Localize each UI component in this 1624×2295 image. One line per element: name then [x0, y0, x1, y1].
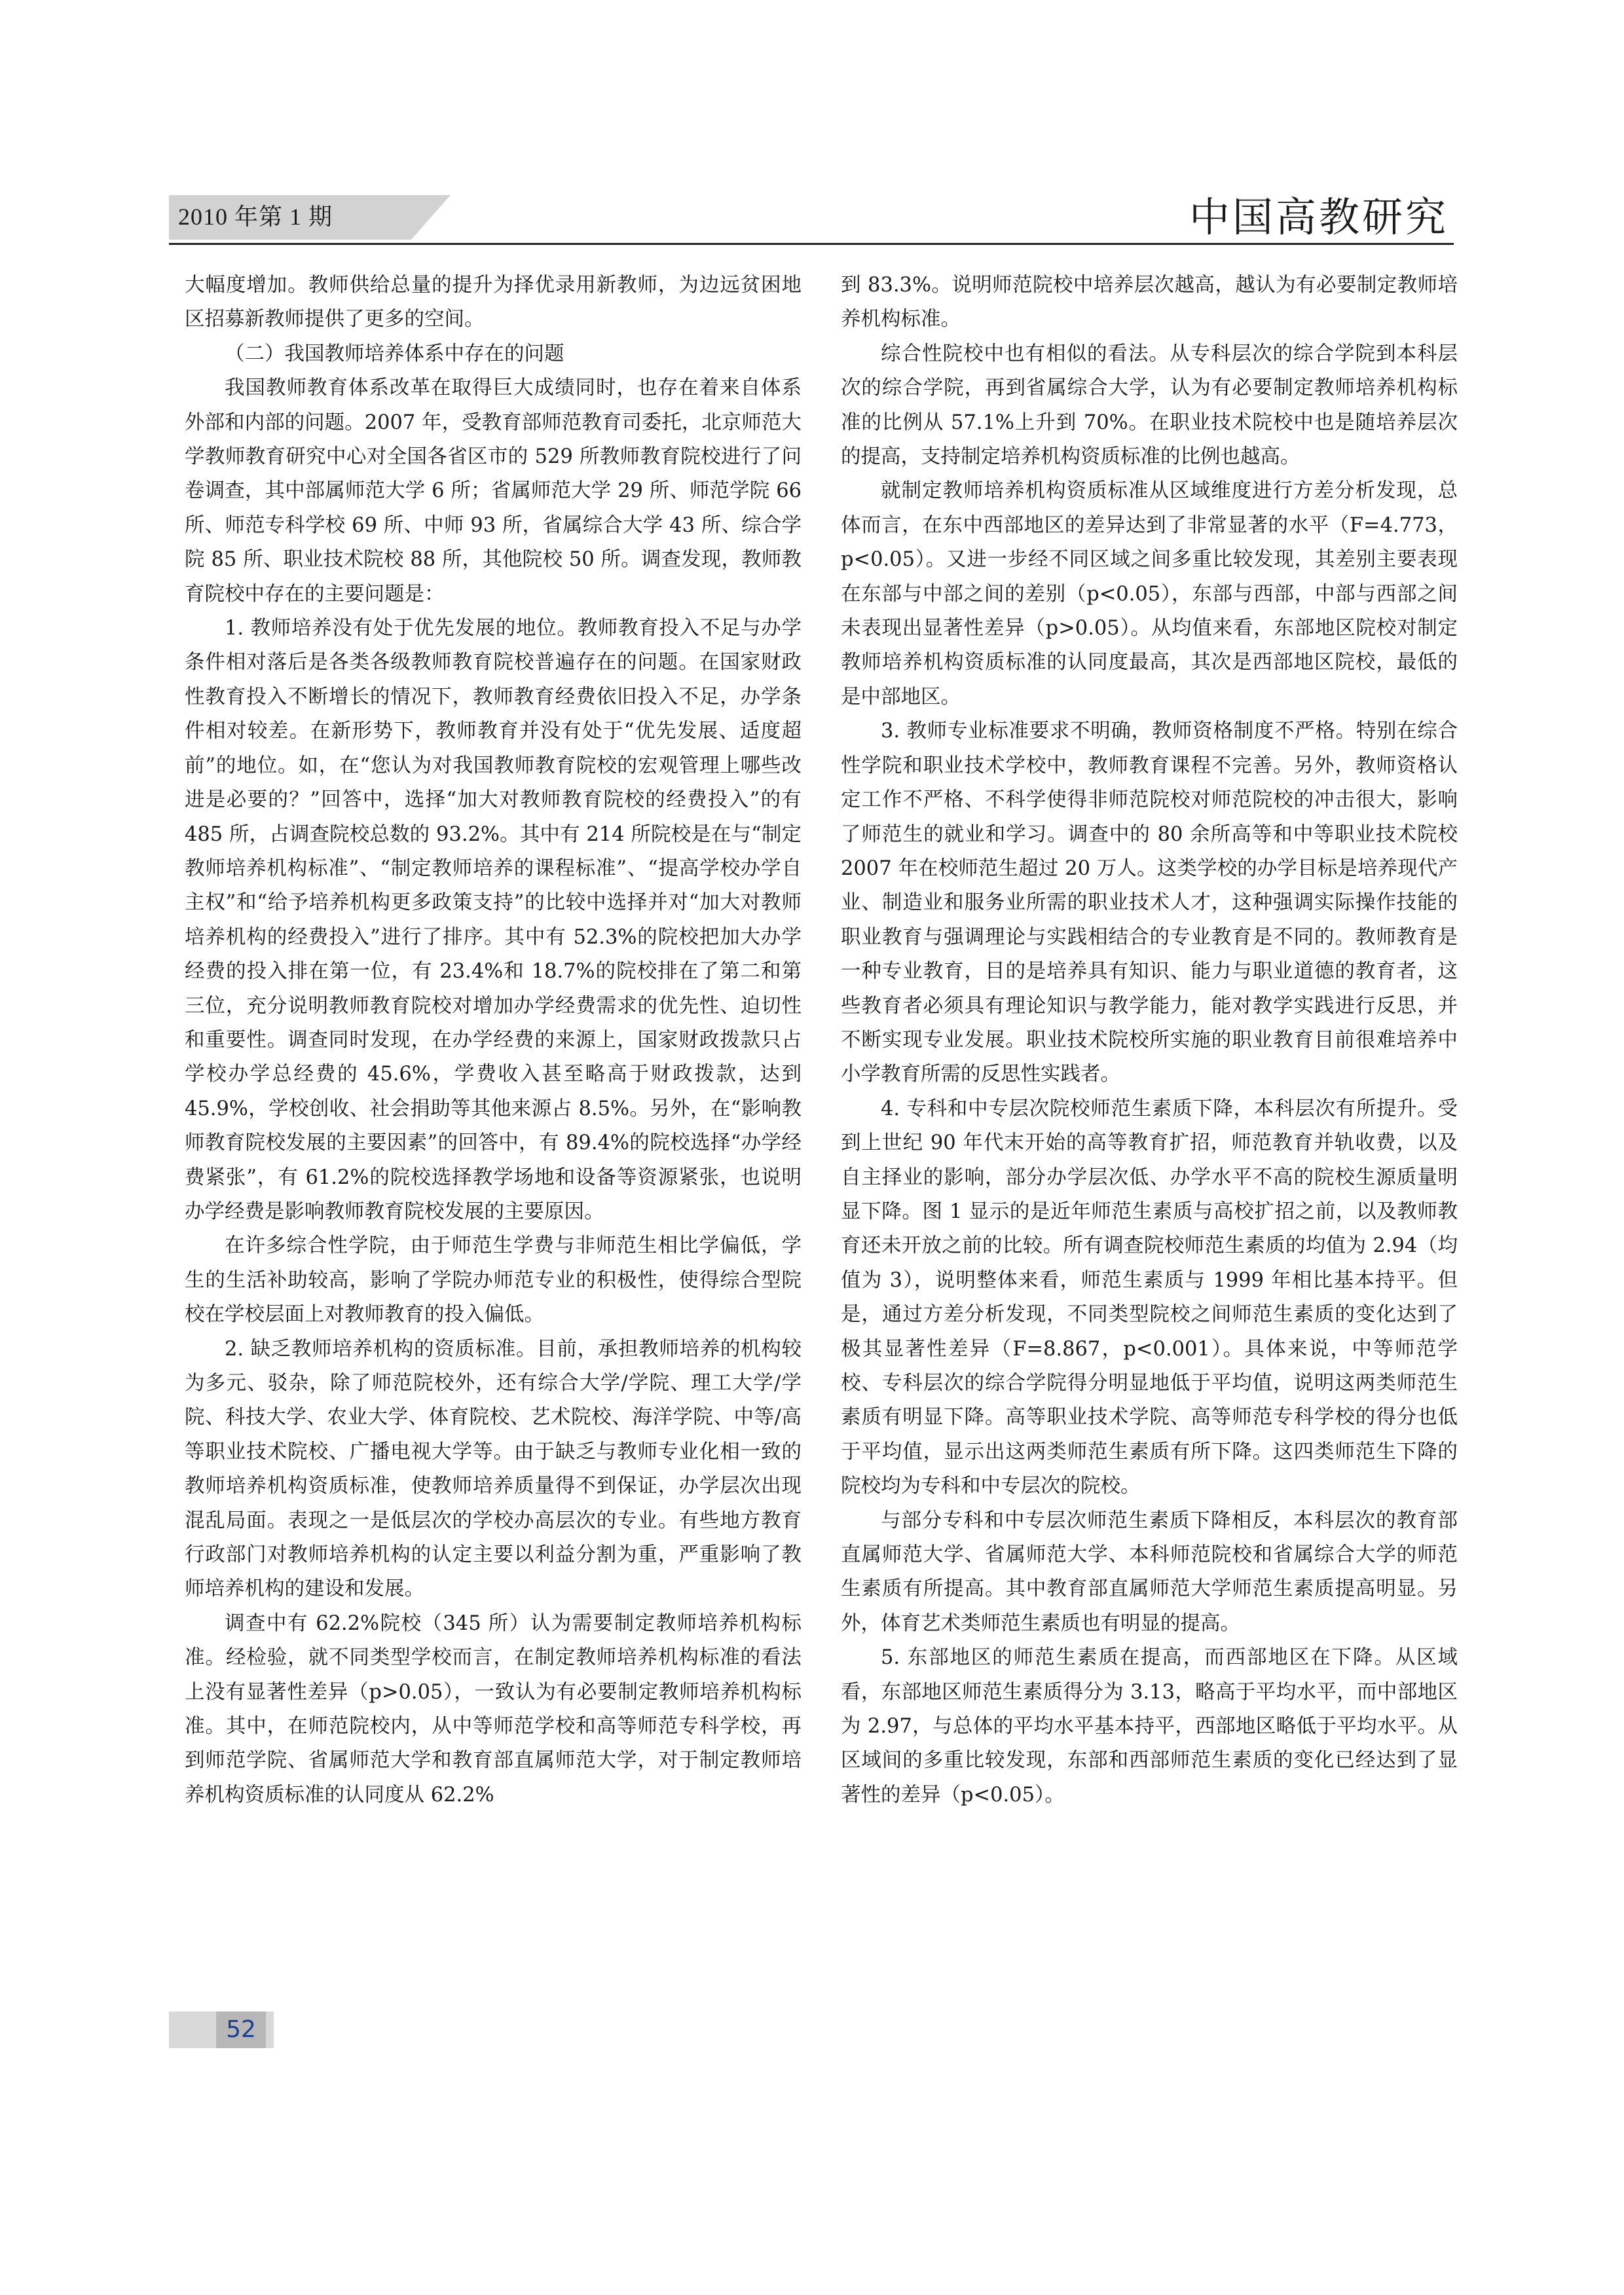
paragraph: 到 83.3%。说明师范院校中培养层次越高，越认为有必要制定教师培养机构标准。 — [841, 274, 1458, 331]
issue-label: 2010 年第 1 期 — [178, 204, 333, 230]
paragraph: 5. 东部地区的师范生素质在提高，而西部地区在下降。从区域看，东部地区师范生素质得分为 3.13，略高于平均水平，而中部地区为 2.97，与总体的平均水平基本持平，西部地区略低于平均水平。从区域间的多重比较发现，东部和西部师范生素质的变化已经达到了显著性的差异（p<0.05）。 — [841, 1646, 1458, 1807]
paragraph: 2. 缺乏教师培养机构的资质标准。目前，承担教师培养的机构较为多元、驳杂，除了师范院校外，还有综合大学/学院、理工大学/学院、科技大学、农业大学、体育院校、艺术院校、海洋学院、中等/高等职业技术院校、广播电视大学等。由于缺乏与教师专业化相一致的教师培养机构资质标准，使教师培养质量得不到保证，办学层次出现混乱局面。表现之一是低层次的学校办高层次的专业。有些地方教育行政部门对教师培养机构的认定主要以利益分割为重，严重影响了教师培养机构的建设和发展。 — [185, 1337, 802, 1601]
paragraph: 1. 教师培养没有处于优先发展的地位。教师教育投入不足与办学条件相对落后是各类各级教师教育院校普遍存在的问题。在国家财政性教育投入不断增长的情况下，教师教育经费依旧投入不足，办学条件相对较差。在新形势下，教师教育并没有处于“优先发展、适度超前”的地位。如，在“您认为对我国教师教育院校的宏观管理上哪些改进是必要的？”回答中，选择“加大对教师教育院校的经费投入”的有 485 所，占调查院校总数的 93.2%。其中有 214 所院校是在与“制定教师培养机构标准”、“制定教师培养的课程标准”、“提高学校办学自主权”和“给予培养机构更多政策支持”的比较中选择并对“加大对教师培养机构的经费投入”进行了排序。其中有 52.3%的院校把加大办学经费的投入排在第一位，有 23.4%和 18.7%的院校排在了第二和第三位，充分说明教师教育院校对增加办学经费需求的优先性、迫切性和重要性。调查同时发现，在办学经费的来源上，国家财政拨款只占学校办学总经费的 45.6%，学费收入甚至略高于财政拨款，达到 45.9%，学校创收、社会捐助等其他来源占 8.5%。另外，在“影响教师教育院校发展的主要因素”的回答中，有 89.4%的院校选择“办学经费紧张”，有 61.2%的院校选择教学场地和设备等资源紧张，也说明办学经费是影响教师教育院校发展的主要原因。 — [185, 617, 802, 1223]
header-rule — [169, 243, 1454, 245]
paragraph: 在许多综合性学院，由于师范生学费与非师范生相比学偏低，学生的生活补助较高，影响了学院办师范专业的积极性，使得综合型院校在学校层面上对教师教育的投入偏低。 — [185, 1234, 802, 1327]
paragraph: 4. 专科和中专层次院校师范生素质下降，本科层次有所提升。受到上世纪 90 年代末开始的高等教育扩招，师范教育并轨收费，以及自主择业的影响，部分办学层次低、办学水平不高的院校生源质量明显下降。图 1 显示的是近年师范生素质与高校扩招之前，以及教师教育还未开放之前的比较。所有调查院校师范生素质的均值为 2.94（均值为 3），说明整体来看，师范生素质与 1999 年相比基本持平。但是，通过方差分析发现，不同类型院校之间师范生素质的变化达到了极其显著性差异（F=8.867，p<0.001）。具体来说，中等师范学校、专科层次的综合学院得分明显地低于平均值，说明这两类师范生素质有明显下降。高等职业技术学院、高等师范专科学校的得分也低于平均值，显示出这两类师范生素质有所下降。这四类师范生下降的院校均为专科和中专层次的院校。 — [841, 1097, 1458, 1498]
page-number: 52 — [216, 2011, 266, 2048]
paragraph: 大幅度增加。教师供给总量的提升为择优录用新教师，为边远贫困地区招募新教师提供了更多的空间。 — [185, 274, 802, 331]
journal-title: 中国高教研究 — [1189, 193, 1449, 241]
right-column — [841, 268, 1458, 1812]
paragraph: 我国教师教育体系改革在取得巨大成绩同时，也存在着来自体系外部和内部的问题。2007 年，受教育部师范教育司委托，北京师范大学教师教育研究中心对全国各省区市的 529 所教师教育院校进行了问卷调查，其中部属师范大学 6 所；省属师范大学 29 所、师范学院 66 所、师范专科学校 69 所、中师 93 所，省属综合大学 43 所、综合学院 85 所、职业技术院校 88 所，其他院校 50 所。调查发现，教师教育院校中存在的主要问题是： — [185, 376, 802, 606]
paragraph: 综合性院校中也有相似的看法。从专科层次的综合学院到本科层次的综合学院，再到省属综合大学，认为有必要制定教师培养机构标准的比例从 57.1%上升到 70%。在职业技术院校中也是随培养层次的提高，支持制定培养机构资质标准的比例也越高。 — [841, 342, 1458, 469]
paragraph: 调查中有 62.2%院校（345 所）认为需要制定教师培养机构标准。经检验，就不同类型学校而言，在制定教师培养机构标准的看法上没有显著性差异（p>0.05），一致认为有必要制定教师培养机构标准。其中，在师范院校内，从中等师范学校和高等师范专科学校，再到师范学院、省属师范大学和教育部直属师范大学，对于制定教师培养机构资质标准的认同度从 62.2% — [185, 1611, 802, 1807]
paragraph: 就制定教师培养机构资质标准从区域维度进行方差分析发现，总体而言，在东中西部地区的差异达到了非常显著的水平（F=4.773，p<0.05）。又进一步经不同区域之间多重比较发现，其差别主要表现在东部与中部之间的差别（p<0.05），东部与西部，中部与西部之间未表现出显著性差异（p>0.05）。从均值来看，东部地区院校对制定教师培养机构资质标准的认同度最高，其次是西部地区院校，最低的是中部地区。 — [841, 479, 1458, 708]
section-heading: （二）我国教师培养体系中存在的问题 — [225, 342, 564, 365]
left-column — [185, 268, 802, 1812]
paragraph: 与部分专科和中专层次师范生素质下降相反，本科层次的教育部直属师范大学、省属师范大学、本科师范院校和省属综合大学的师范生素质有所提高。其中教育部直属师范大学师范生素质提高明显。另外，体育艺术类师范生素质也有明显的提高。 — [841, 1509, 1458, 1635]
paragraph: 3. 教师专业标准要求不明确，教师资格制度不严格。特别在综合性学院和职业技术学校中，教师教育课程不完善。另外，教师资格认定工作不严格、不科学使得非师范院校对师范院校的冲击很大，影响了师范生的就业和学习。调查中的 80 余所高等和中等职业技术院校 2007 年在校师范生超过 20 万人。这类学校的办学目标是培养现代产业、制造业和服务业所需的职业技术人才，这种强调实际操作技能的职业教育与强调理论与实践相结合的专业教育是不同的。教师教育是一种专业教育，目的是培养具有知识、能力与职业道德的教育者，这些教育者必须具有理论知识与教学能力，能对教学实践进行反思，并不断实现专业发展。职业技术院校所实施的职业教育目前很难培养中小学教育所需的反思性实践者。 — [841, 720, 1458, 1086]
